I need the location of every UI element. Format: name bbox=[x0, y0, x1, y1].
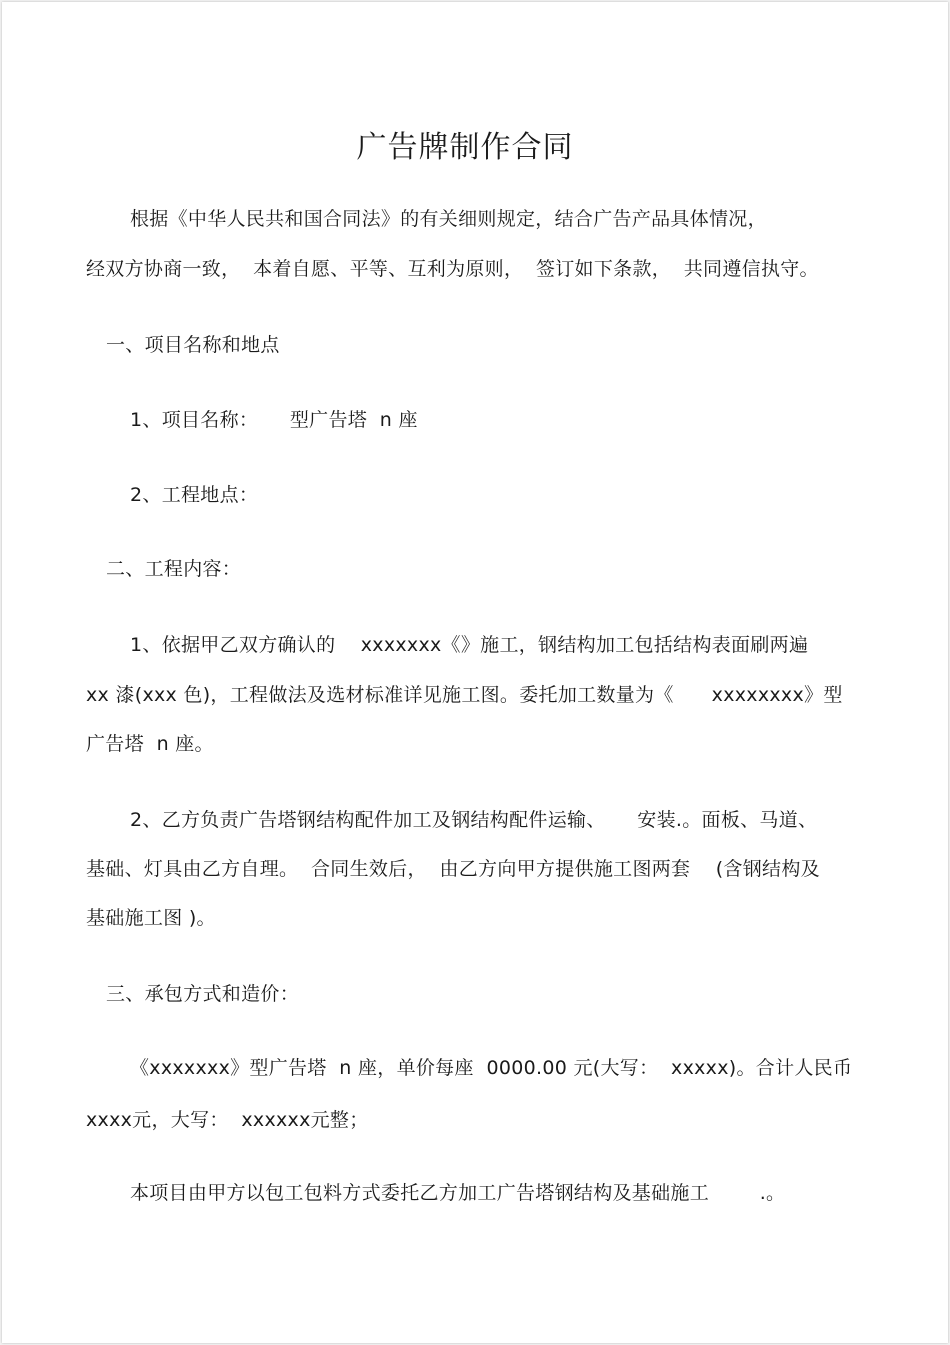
section-heading-1: 一、项目名称和地点 bbox=[106, 334, 280, 356]
contract-method-line: 本项目由甲方以包工包料方式委托乙方加工广告塔钢结构及基础施工 .。 bbox=[130, 1182, 786, 1204]
document-title: 广告牌制作合同 bbox=[356, 130, 574, 165]
intro-line-2: 经双方协商一致， 本着自愿、平等、互利为原则， 签订如下条款， 共同遵信执守。 bbox=[86, 258, 819, 280]
document-page bbox=[2, 2, 948, 1343]
section-heading-3: 三、承包方式和造价： bbox=[106, 983, 300, 1005]
content-para-1-line-1: 1、依据甲乙双方确认的 xxxxxxx《》施工，钢结构加工包括结构表面刷两遍 bbox=[130, 634, 809, 656]
item-project-location: 2、工程地点： bbox=[130, 484, 259, 506]
item-project-name: 1、项目名称： 型广告塔 n 座 bbox=[130, 409, 418, 431]
section-heading-2: 二、工程内容： bbox=[106, 558, 242, 580]
price-para-line-2: xxxx元，大写： xxxxxx元整； bbox=[86, 1109, 369, 1131]
content-para-1-line-3: 广告塔 n 座。 bbox=[86, 733, 214, 755]
price-para-line-1: 《xxxxxxx》型广告塔 n 座，单价每座 0000.00 元(大写： xxxxx)。合计人民币 bbox=[130, 1057, 853, 1079]
content-para-2-line-3: 基础施工图 )。 bbox=[86, 907, 216, 929]
content-para-1-line-2: xx 漆(xxx 色)，工程做法及选材标准详见施工图。委托加工数量为《 xxxxxxxx》型 bbox=[86, 684, 843, 706]
content-para-2-line-1: 2、乙方负责广告塔钢结构配件加工及钢结构配件运输、 安装.。面板、马道、 bbox=[130, 809, 818, 831]
content-para-2-line-2: 基础、灯具由乙方自理。 合同生效后， 由乙方向甲方提供施工图两套 (含钢结构及 bbox=[86, 858, 820, 880]
intro-line-1: 根据《中华人民共和国合同法》的有关细则规定，结合广告产品具体情况， bbox=[130, 208, 767, 230]
